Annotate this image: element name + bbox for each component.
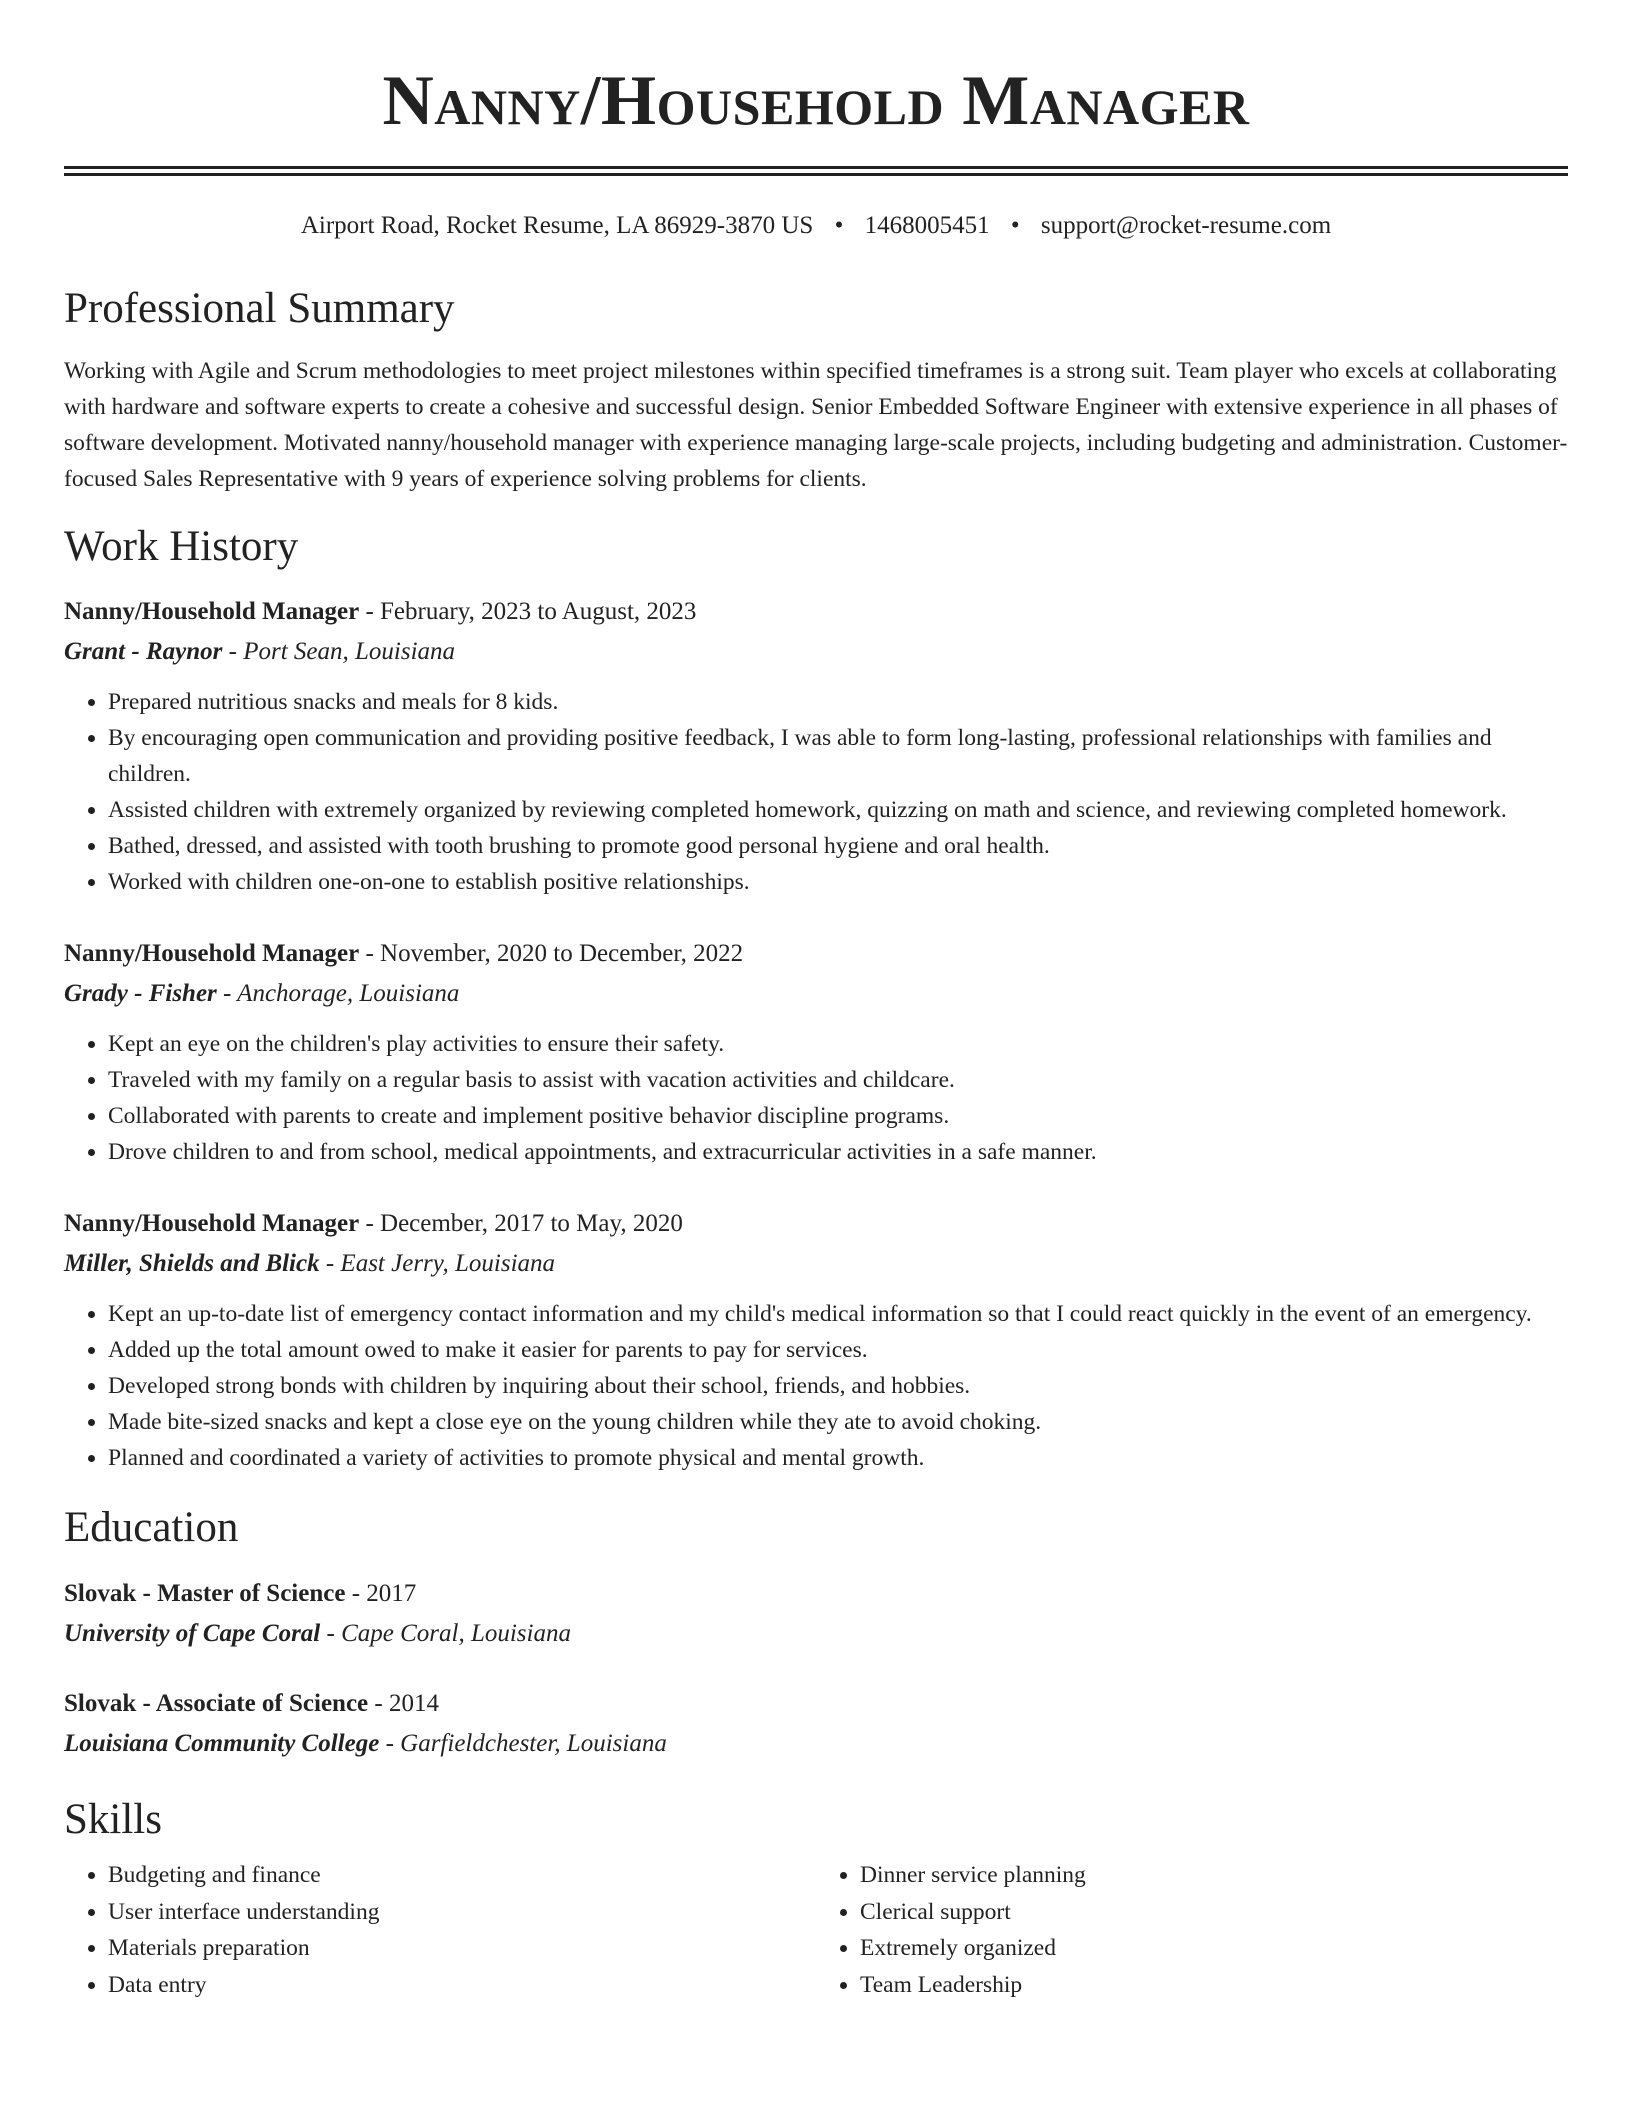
degree-year: - 2017 bbox=[345, 1579, 417, 1607]
job-bullet: • Prepared nutritious snacks and meals for 8 kids. bbox=[108, 684, 1568, 720]
skill-item: • Dinner service planning bbox=[860, 1857, 1568, 1894]
school-line bbox=[64, 1724, 1568, 1764]
job-role: Nanny/Household Manager bbox=[64, 1210, 360, 1238]
skill-item: • Data entry bbox=[108, 1967, 816, 2004]
degree-line bbox=[64, 1574, 1568, 1614]
skills-left-column bbox=[64, 1857, 816, 2003]
job-company-line bbox=[64, 1244, 1568, 1284]
education-entry bbox=[64, 1574, 1568, 1654]
header-double-rule bbox=[64, 166, 1568, 176]
job-dates: - December, 2017 to May, 2020 bbox=[359, 1210, 683, 1238]
skill-item: • Clerical support bbox=[860, 1894, 1568, 1931]
skill-item: • Extremely organized bbox=[860, 1930, 1568, 1967]
contact-phone: 1468005451 bbox=[864, 212, 990, 239]
skills-columns bbox=[64, 1857, 1568, 2003]
job-company: Grady - Fisher bbox=[64, 980, 217, 1008]
job-bullet: • Kept an up-to-date list of emergency contact information and my child's medical information so that I could react quickly in the event of an emergency. bbox=[108, 1296, 1568, 1332]
job-entry bbox=[64, 934, 1568, 1170]
job-bullet: • Assisted children with extremely organized by reviewing completed homework, quizzing on math and science, and reviewing completed homework. bbox=[108, 792, 1568, 828]
skills-right-column bbox=[816, 1857, 1568, 2003]
degree-line bbox=[64, 1684, 1568, 1724]
job-bullets bbox=[64, 684, 1568, 900]
job-title-line bbox=[64, 1204, 1568, 1244]
skill-item: • User interface understanding bbox=[108, 1894, 816, 1931]
school-location: - Cape Coral, Louisiana bbox=[320, 1619, 571, 1647]
summary-heading: Professional Summary bbox=[64, 285, 455, 332]
job-dates: - November, 2020 to December, 2022 bbox=[359, 940, 744, 968]
skill-item: • Budgeting and finance bbox=[108, 1857, 816, 1894]
contact-separator: • bbox=[1010, 212, 1020, 239]
job-title-line bbox=[64, 592, 1568, 632]
degree-name: Slovak - Master of Science bbox=[64, 1579, 346, 1607]
resume-page bbox=[64, 0, 1568, 2003]
job-bullet: • Collaborated with parents to create and implement positive behavior discipline programs. bbox=[108, 1098, 1568, 1134]
job-bullet: • Bathed, dressed, and assisted with tooth brushing to promote good personal hygiene and oral health. bbox=[108, 828, 1568, 864]
job-bullet: • Developed strong bonds with children by inquiring about their school, friends, and hobbies. bbox=[108, 1368, 1568, 1404]
work-history-heading: Work History bbox=[64, 522, 299, 570]
job-title-line bbox=[64, 934, 1568, 974]
contact-address: Airport Road, Rocket Resume, LA 86929-3870 US bbox=[300, 212, 814, 239]
school-name: University of Cape Coral bbox=[64, 1619, 321, 1647]
job-company-line bbox=[64, 974, 1568, 1014]
job-bullet: • Kept an eye on the children's play activities to ensure their safety. bbox=[108, 1026, 1568, 1062]
job-bullets bbox=[64, 1296, 1568, 1476]
job-location: - Anchorage, Louisiana bbox=[216, 980, 460, 1008]
school-name: Louisiana Community College bbox=[64, 1729, 380, 1757]
job-bullet: • Worked with children one-on-one to establish positive relationships. bbox=[108, 864, 1568, 900]
job-bullet: • Traveled with my family on a regular basis to assist with vacation activities and childcare. bbox=[108, 1062, 1568, 1098]
job-bullets bbox=[64, 1026, 1568, 1170]
resume-name: Nanny/Household Manager bbox=[382, 62, 1250, 140]
job-role: Nanny/Household Manager bbox=[64, 940, 360, 968]
skill-item: • Team Leadership bbox=[860, 1967, 1568, 2004]
job-entry bbox=[64, 592, 1568, 900]
job-bullet: • By encouraging open communication and providing positive feedback, I was able to form long-lasting, professional relationships with families and children. bbox=[108, 720, 1568, 792]
job-location: - East Jerry, Louisiana bbox=[319, 1250, 556, 1278]
summary-text: Working with Agile and Scrum methodologies to meet project milestones within specified timeframes is a strong suit. Team player who excels at collaborating with hardware and software experts to create a cohesive and successful design. Senior Embedded Software Engineer with extensive experience in all phases of software development. Motivated nanny/household manager with experience managing large-scale projects, including budgeting and administration. Customer-focused Sales Representative with 9 years of experience solving problems for clients. bbox=[64, 357, 1568, 492]
contact-line bbox=[64, 211, 1568, 241]
job-entry bbox=[64, 1204, 1568, 1476]
school-location: - Garfieldchester, Louisiana bbox=[379, 1729, 667, 1757]
skill-item: • Materials preparation bbox=[108, 1930, 816, 1967]
job-dates: - February, 2023 to August, 2023 bbox=[359, 598, 697, 626]
job-role: Nanny/Household Manager bbox=[64, 598, 360, 626]
job-company: Grant - Raynor bbox=[64, 638, 223, 666]
job-bullet: • Made bite-sized snacks and kept a close eye on the young children while they ate to avoid choking. bbox=[108, 1404, 1568, 1440]
contact-email: support@rocket-resume.com bbox=[1040, 212, 1332, 239]
contact-separator: • bbox=[834, 212, 844, 239]
job-company: Miller, Shields and Blick bbox=[64, 1250, 320, 1278]
education-heading: Education bbox=[64, 1504, 239, 1552]
job-bullet: • Planned and coordinated a variety of activities to promote physical and mental growth. bbox=[108, 1440, 1568, 1476]
education-entry bbox=[64, 1684, 1568, 1764]
skills-heading: Skills bbox=[64, 1795, 162, 1843]
job-location: - Port Sean, Louisiana bbox=[222, 638, 456, 666]
job-bullet: • Added up the total amount owed to make it easier for parents to pay for services. bbox=[108, 1332, 1568, 1368]
job-bullet: • Drove children to and from school, medical appointments, and extracurricular activities in a safe manner. bbox=[108, 1134, 1568, 1170]
degree-year: - 2014 bbox=[368, 1689, 439, 1717]
job-company-line bbox=[64, 632, 1568, 672]
degree-name: Slovak - Associate of Science bbox=[64, 1689, 369, 1717]
school-line bbox=[64, 1614, 1568, 1654]
